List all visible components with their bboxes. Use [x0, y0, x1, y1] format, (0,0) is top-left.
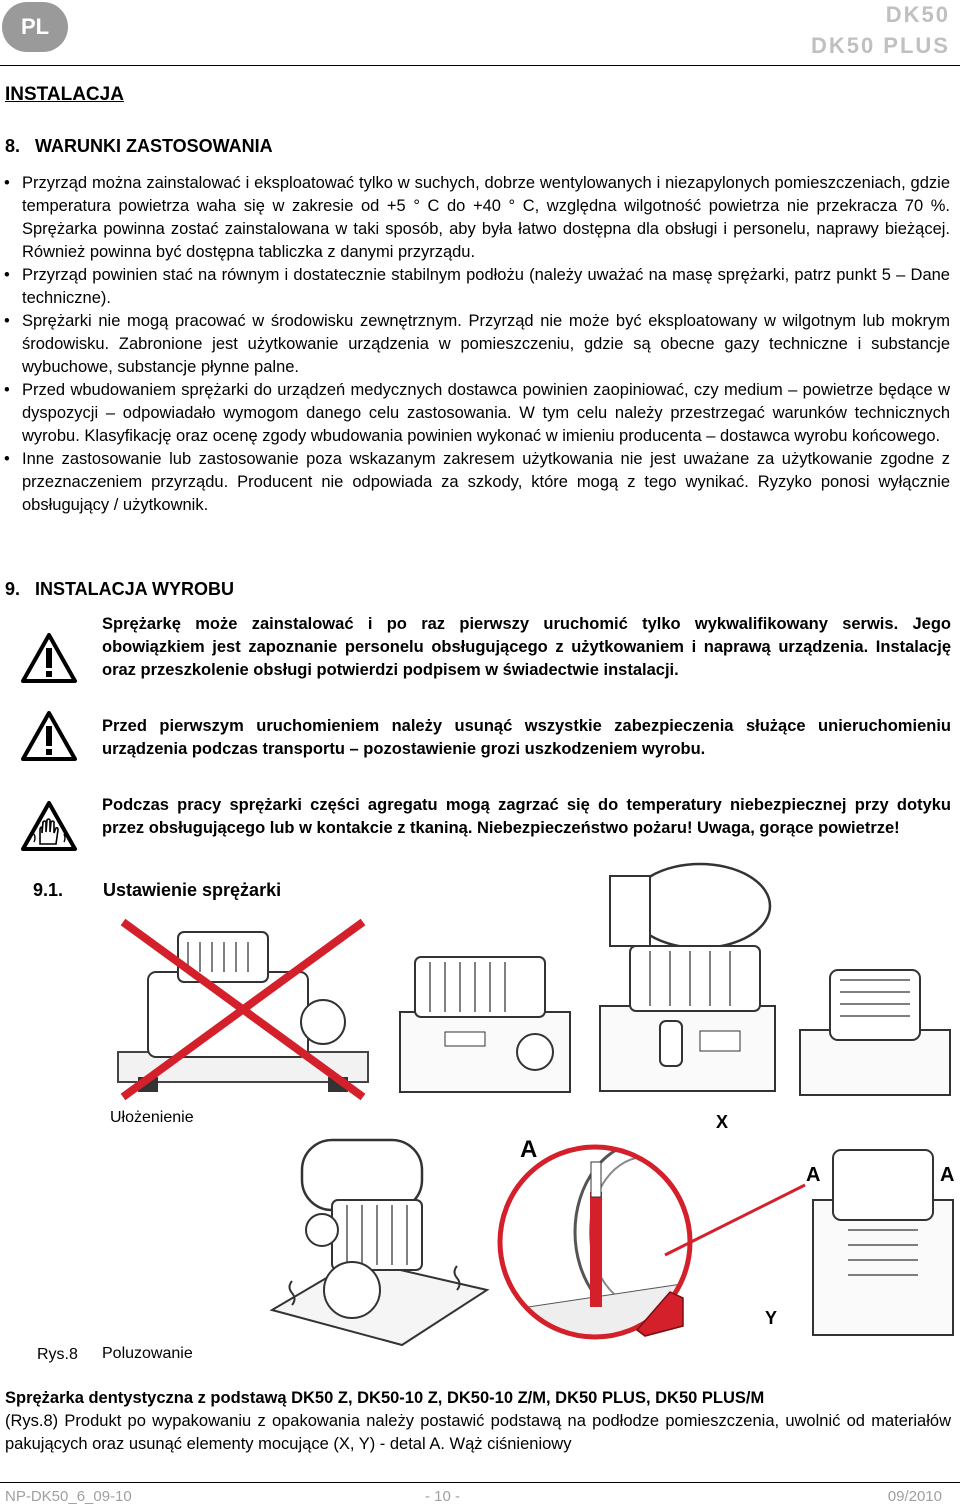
red-pointer-line: [660, 1180, 810, 1260]
compressor-correct-illustration: [590, 856, 785, 1102]
language-badge: [2, 2, 68, 52]
section-9-heading: 9. INSTALACJA WYROBU: [5, 579, 235, 599]
compressor-side-illustration: [385, 912, 575, 1102]
footer-doc-code: NP-DK50_6_09-10: [5, 1488, 132, 1505]
section-8-heading: 8. WARUNKI ZASTOSOWANIA: [5, 136, 273, 156]
list-item: • Sprężarki nie mogą pracować w środowisku zewnętrznym. Przyrząd nie może być eksploatowany w wilgotnym lub mokrym środowisku. Zabronione jest użytkowanie urządzenia w pomieszczeniu, gdzie są obecne gazy techniczne i substancje wybuchowe, substancje płynne palne.: [0, 310, 950, 379]
header-divider: [0, 65, 960, 66]
warning-icon: [20, 710, 78, 762]
compressor-detail-right-illustration: [808, 1140, 958, 1340]
red-bracket-y-illustration: [635, 1290, 685, 1338]
detail-a-label: A: [520, 1136, 538, 1163]
warning-icon: [20, 632, 78, 684]
fastener-y-label: Y: [765, 1308, 778, 1328]
section-title: INSTALACJA: [5, 84, 124, 105]
detail-a-label-left: A: [806, 1164, 821, 1186]
placement-label: Ułożenienie: [110, 1109, 194, 1126]
list-item: • Przyrząd można zainstalować i eksploatować tylko w suchych, dobrze wentylowanych i niezapylonych pomieszczeniach, gdzie temperatura powietrza waha się w zakresie od +5 ° C do +40 ° C, względna wilgotność powietrza nie przekracza 70 %. Sprężarka powinna zostać zainstalowana w taki sposób, aby była łatwo dostępna dla obsługi i personelu, naprawy bieżącej. Również powinna być dostępna tabliczka z danymi przyrządu.: [0, 172, 950, 264]
subsection-number: 9.1.: [33, 880, 64, 900]
warning-qualified-service: Sprężarkę może zainstalować i po raz pierwszy uruchomić tylko wykwalifikowany serwis. Jego obowiązkiem jest zapoznanie personelu obsługującego z użytkowaniem i naprawą urządzenia. Instalację oraz przeszkolenie obsługi potwierdzi podpisem w świadectwie instalacji.: [102, 615, 951, 679]
figure-caption-title: Sprężarka dentystyczna z podstawą DK50 Z, DK50-10 Z, DK50-10 Z/M, DK50 PLUS, DK50 PLUS/M: [5, 1389, 765, 1407]
model-name-1: DK50: [885, 2, 950, 27]
footer-divider: [0, 1482, 960, 1483]
list-item: • Przyrząd powinien stać na równym i dostatecznie stabilnym podłożu (należy uważać na masę sprężarki, patrz punkt 5 – Dane techniczne).: [0, 264, 950, 310]
footer-page-number: - 10 -: [425, 1488, 461, 1505]
language-code: PL: [20, 14, 50, 39]
figure-number: Rys.8: [37, 1346, 78, 1363]
compressor-base-illustration: [262, 1120, 492, 1360]
list-item: • Przed wbudowaniem sprężarki do urządzeń medycznych dostawca powinien zaopiniować, czy medium – powietrze będące w dyspozycji – odpowiadało wymogom danego celu zastosowania. W tym celu należy przestrzegać warunków technicznych wyrobu. Klasyfikację oraz ocenę zgody wbudowania powinien wykonać w imieniu producenta – dostawca wyrobu końcowego.: [0, 379, 950, 448]
warning-hot-parts: Podczas pracy sprężarki części agregatu mogą zagrzać się do temperatury niebezpiecznej przy dotyku przez obsługującego lub w kontakcie z tkaniną. Niebezpieczeństwo pożaru! Uwaga, gorące powietrze!: [102, 796, 951, 837]
loosening-label: Poluzowanie: [102, 1345, 193, 1362]
warning-transport-locks: Przed pierwszym uruchomieniem należy usunąć wszystkie zabezpieczenia służące unieruchomieniu urządzenia podczas transportu – pozostawienie grozi uszkodzeniem wyrobu.: [102, 717, 951, 758]
hot-surface-warning-icon: [20, 800, 78, 852]
fastener-x-label: X: [716, 1112, 729, 1132]
body-paragraph: (Rys.8) Produkt po wypakowaniu z opakowania należy postawić podstawą na podłodze pomieszczenia, uwolnić od materiałów pakujących oraz usunąć elementy mocujące (X, Y) - detal A. Wąż ciśnieniowy: [5, 1412, 951, 1453]
conditions-list: [0, 172, 950, 517]
compressor-front-illustration: [790, 960, 960, 1102]
footer-date: 09/2010: [887, 1488, 942, 1505]
model-name-2: DK50 PLUS: [810, 33, 950, 58]
subsection-title: Ustawienie sprężarki: [103, 880, 282, 900]
compressor-wrong-placement-illustration: [108, 912, 378, 1102]
detail-a-label-right: A: [940, 1164, 955, 1186]
list-item: • Inne zastosowanie lub zastosowanie poza wskazanym zakresem użytkowania nie jest uważane za użytkowanie zgodne z przeznaczeniem przyrządu. Producent nie odpowiada za szkody, które mogą z tego wynikać. Ryzyko ponosi wyłącznie obsługujący / użytkownik.: [0, 448, 950, 517]
